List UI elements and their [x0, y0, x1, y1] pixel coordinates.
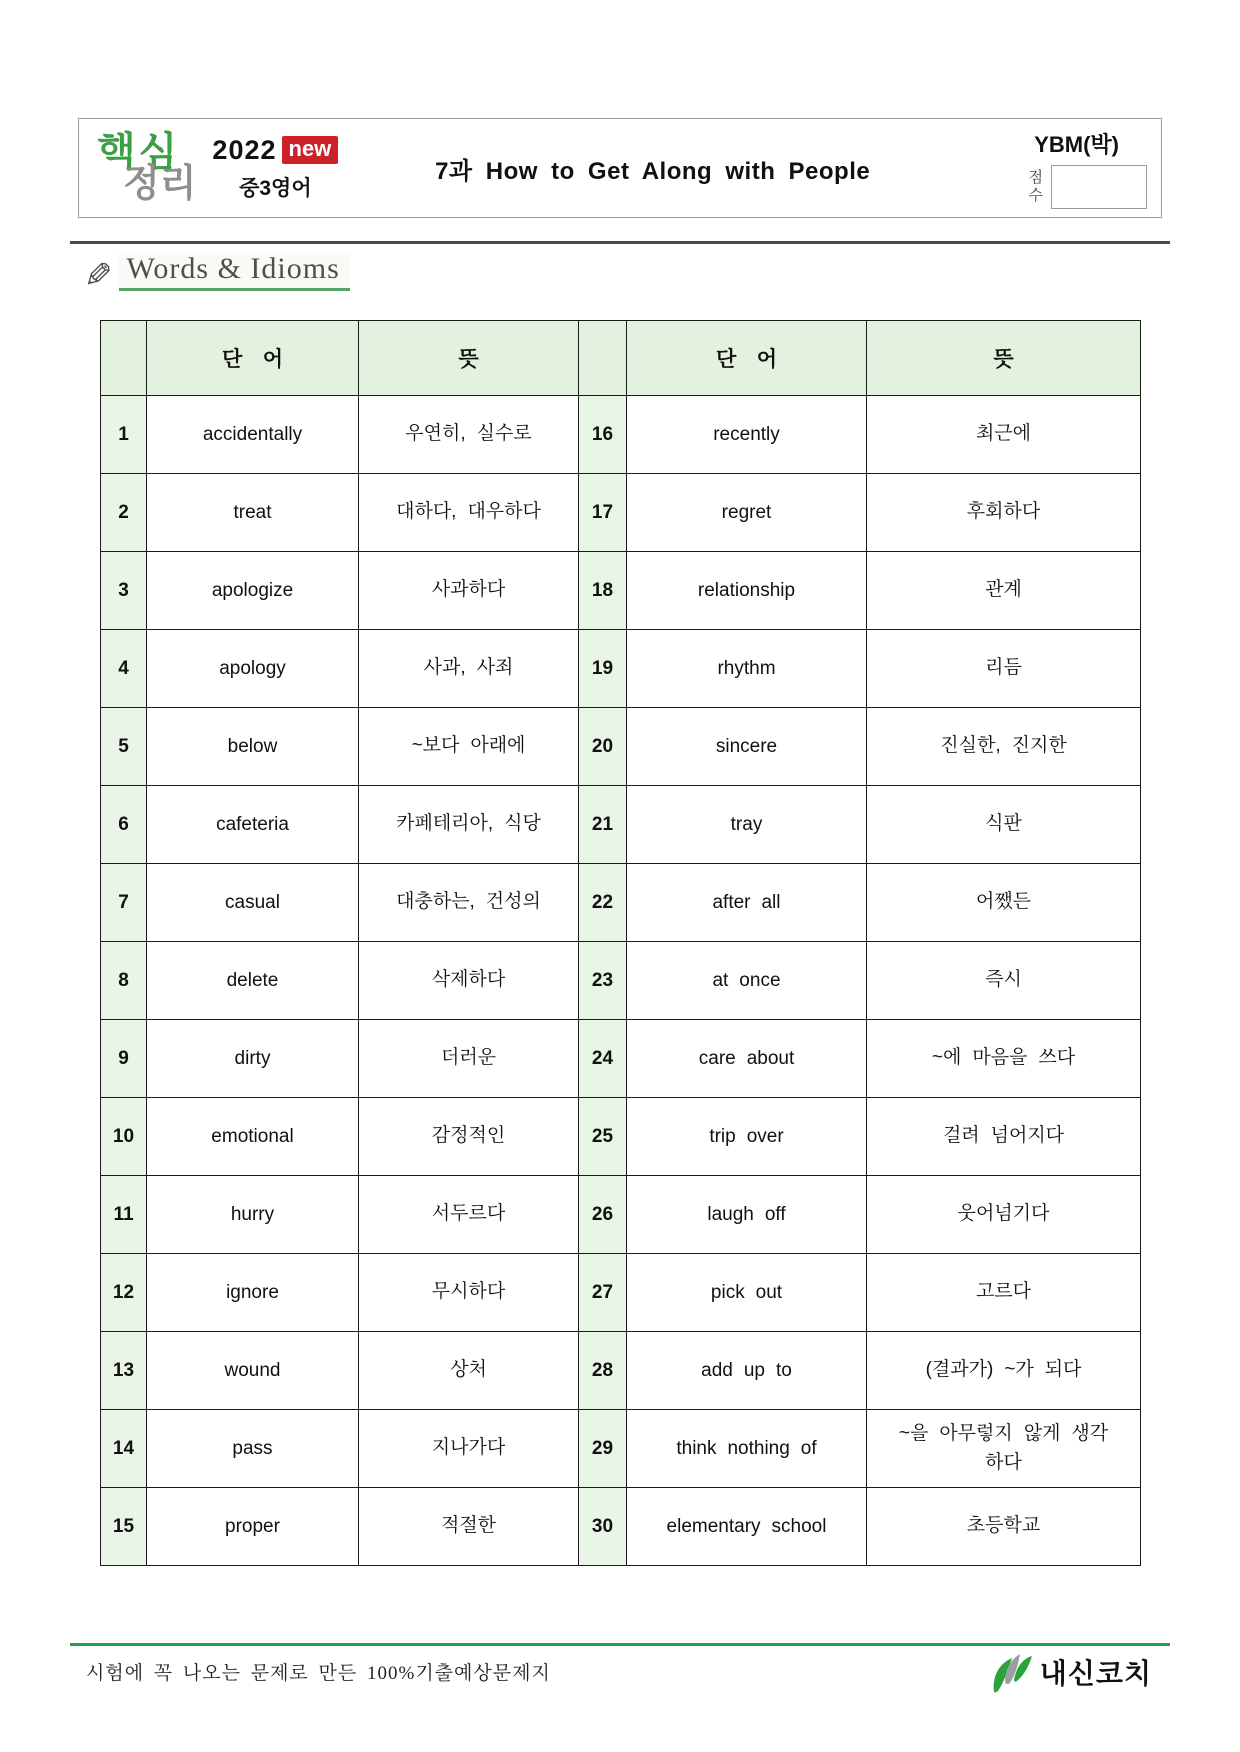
row-number-cell: 21: [579, 786, 627, 864]
table-row: [101, 1488, 1141, 1566]
word-cell: tray: [627, 786, 867, 864]
word-cell: pick out: [627, 1254, 867, 1332]
row-number-cell: 2: [101, 474, 147, 552]
meaning-cell: 진실한, 진지한: [867, 708, 1141, 786]
meaning-header-cell: 뜻: [867, 321, 1141, 396]
new-badge: new: [282, 136, 339, 163]
row-number-cell: 6: [101, 786, 147, 864]
meaning-cell: 어쨌든: [867, 864, 1141, 942]
table-row: [101, 864, 1141, 942]
number-header-cell: [579, 321, 627, 396]
word-cell: dirty: [147, 1020, 359, 1098]
vocab-table-body: [101, 396, 1141, 1566]
score-label: 점수: [1028, 169, 1043, 204]
row-number-cell: 10: [101, 1098, 147, 1176]
meaning-cell: 지나가다: [359, 1410, 579, 1488]
word-cell: cafeteria: [147, 786, 359, 864]
table-row: [101, 1176, 1141, 1254]
meaning-cell: 적절한: [359, 1488, 579, 1566]
meaning-cell: 사과, 사죄: [359, 630, 579, 708]
meaning-header-cell: 뜻: [359, 321, 579, 396]
word-cell: care about: [627, 1020, 867, 1098]
meaning-cell: 삭제하다: [359, 942, 579, 1020]
word-header-cell: 단 어: [147, 321, 359, 396]
footer-tagline: 시험에 꼭 나오는 문제로 만든 100%기출예상문제지: [86, 1663, 551, 1684]
section-heading: [84, 252, 350, 295]
row-number-cell: 7: [101, 864, 147, 942]
meaning-cell: 후회하다: [867, 474, 1141, 552]
meaning-cell: 감정적인: [359, 1098, 579, 1176]
word-cell: proper: [147, 1488, 359, 1566]
meaning-cell: 대충하는, 건성의: [359, 864, 579, 942]
row-number-cell: 1: [101, 396, 147, 474]
footer-divider: [70, 1643, 1170, 1646]
meaning-cell: ~보다 아래에: [359, 708, 579, 786]
table-row: [101, 1254, 1141, 1332]
meaning-cell: 식판: [867, 786, 1141, 864]
word-cell: relationship: [627, 552, 867, 630]
row-number-cell: 19: [579, 630, 627, 708]
row-number-cell: 13: [101, 1332, 147, 1410]
table-row: [101, 1098, 1141, 1176]
table-row: [101, 1020, 1141, 1098]
meaning-cell: 관계: [867, 552, 1141, 630]
word-cell: below: [147, 708, 359, 786]
row-number-cell: 26: [579, 1176, 627, 1254]
table-row: [101, 630, 1141, 708]
score-input[interactable]: [1051, 165, 1147, 209]
table-row: [101, 942, 1141, 1020]
grade-label: 중3영어: [239, 176, 312, 200]
edition-block: [212, 135, 338, 202]
word-cell: hurry: [147, 1176, 359, 1254]
word-cell: apology: [147, 630, 359, 708]
table-row: [101, 552, 1141, 630]
row-number-cell: 23: [579, 942, 627, 1020]
word-cell: recently: [627, 396, 867, 474]
word-cell: trip over: [627, 1098, 867, 1176]
logo-text-bottom: 정리: [123, 162, 197, 205]
meaning-cell: ~에 마음을 쓰다: [867, 1020, 1141, 1098]
meaning-cell: 서두르다: [359, 1176, 579, 1254]
word-cell: pass: [147, 1410, 359, 1488]
table-header-row: [101, 321, 1141, 396]
row-number-cell: 20: [579, 708, 627, 786]
word-cell: delete: [147, 942, 359, 1020]
row-number-cell: 4: [101, 630, 147, 708]
word-cell: after all: [627, 864, 867, 942]
row-number-cell: 9: [101, 1020, 147, 1098]
publisher-label: YBM(박): [1034, 131, 1119, 157]
meaning-cell: 더러운: [359, 1020, 579, 1098]
row-number-cell: 29: [579, 1410, 627, 1488]
leaf-icon: [988, 1650, 1034, 1694]
meaning-cell: 사과하다: [359, 552, 579, 630]
meaning-cell: 상처: [359, 1332, 579, 1410]
word-cell: ignore: [147, 1254, 359, 1332]
word-cell: add up to: [627, 1332, 867, 1410]
row-number-cell: 14: [101, 1410, 147, 1488]
meaning-cell: 걸려 넘어지다: [867, 1098, 1141, 1176]
word-cell: at once: [627, 942, 867, 1020]
meaning-cell: 우연히, 실수로: [359, 396, 579, 474]
header-divider: [70, 241, 1170, 244]
header-box: [78, 118, 1162, 218]
meaning-cell: 카페테리아, 식당: [359, 786, 579, 864]
table-row: [101, 1410, 1141, 1488]
logo-text-top: 핵심: [97, 130, 181, 175]
row-number-cell: 17: [579, 474, 627, 552]
word-cell: regret: [627, 474, 867, 552]
word-cell: sincere: [627, 708, 867, 786]
row-number-cell: 24: [579, 1020, 627, 1098]
section-title: Words & Idioms: [119, 252, 350, 291]
word-cell: casual: [147, 864, 359, 942]
footer-brand: [988, 1650, 1152, 1694]
row-number-cell: 22: [579, 864, 627, 942]
worksheet-page: [78, 0, 1162, 1752]
word-cell: apologize: [147, 552, 359, 630]
row-number-cell: 16: [579, 396, 627, 474]
publisher-block: [997, 128, 1147, 209]
meaning-cell: 초등학교: [867, 1488, 1141, 1566]
word-header-cell: 단 어: [627, 321, 867, 396]
page-title: 7과 How to Get Along with People: [435, 157, 871, 185]
row-number-cell: 25: [579, 1098, 627, 1176]
meaning-cell: 무시하다: [359, 1254, 579, 1332]
meaning-cell: 최근에: [867, 396, 1141, 474]
table-row: [101, 786, 1141, 864]
meaning-cell: 고르다: [867, 1254, 1141, 1332]
table-row: [101, 396, 1141, 474]
meaning-cell: 즉시: [867, 942, 1141, 1020]
word-cell: laugh off: [627, 1176, 867, 1254]
meaning-cell: (결과가) ~가 되다: [867, 1332, 1141, 1410]
row-number-cell: 12: [101, 1254, 147, 1332]
word-cell: rhythm: [627, 630, 867, 708]
meaning-cell: 대하다, 대우하다: [359, 474, 579, 552]
meaning-cell: 리듬: [867, 630, 1141, 708]
word-cell: elementary school: [627, 1488, 867, 1566]
row-number-cell: 11: [101, 1176, 147, 1254]
row-number-cell: 18: [579, 552, 627, 630]
table-row: [101, 708, 1141, 786]
table-row: [101, 1332, 1141, 1410]
meaning-cell: 웃어넘기다: [867, 1176, 1141, 1254]
row-number-cell: 3: [101, 552, 147, 630]
word-cell: emotional: [147, 1098, 359, 1176]
row-number-cell: 8: [101, 942, 147, 1020]
word-cell: think nothing of: [627, 1410, 867, 1488]
row-number-cell: 30: [579, 1488, 627, 1566]
meaning-cell: ~을 아무렇지 않게 생각하다: [867, 1410, 1141, 1488]
edition-year: 2022: [212, 134, 277, 165]
number-header-cell: [101, 321, 147, 396]
brand-name: 내신코치: [1039, 1658, 1152, 1689]
row-number-cell: 15: [101, 1488, 147, 1566]
row-number-cell: 28: [579, 1332, 627, 1410]
word-cell: treat: [147, 474, 359, 552]
pencil-icon: ✎: [84, 257, 113, 295]
word-cell: accidentally: [147, 396, 359, 474]
word-cell: wound: [147, 1332, 359, 1410]
vocab-table: [100, 320, 1141, 1566]
table-row: [101, 474, 1141, 552]
row-number-cell: 5: [101, 708, 147, 786]
brand-logo: [97, 130, 197, 205]
row-number-cell: 27: [579, 1254, 627, 1332]
